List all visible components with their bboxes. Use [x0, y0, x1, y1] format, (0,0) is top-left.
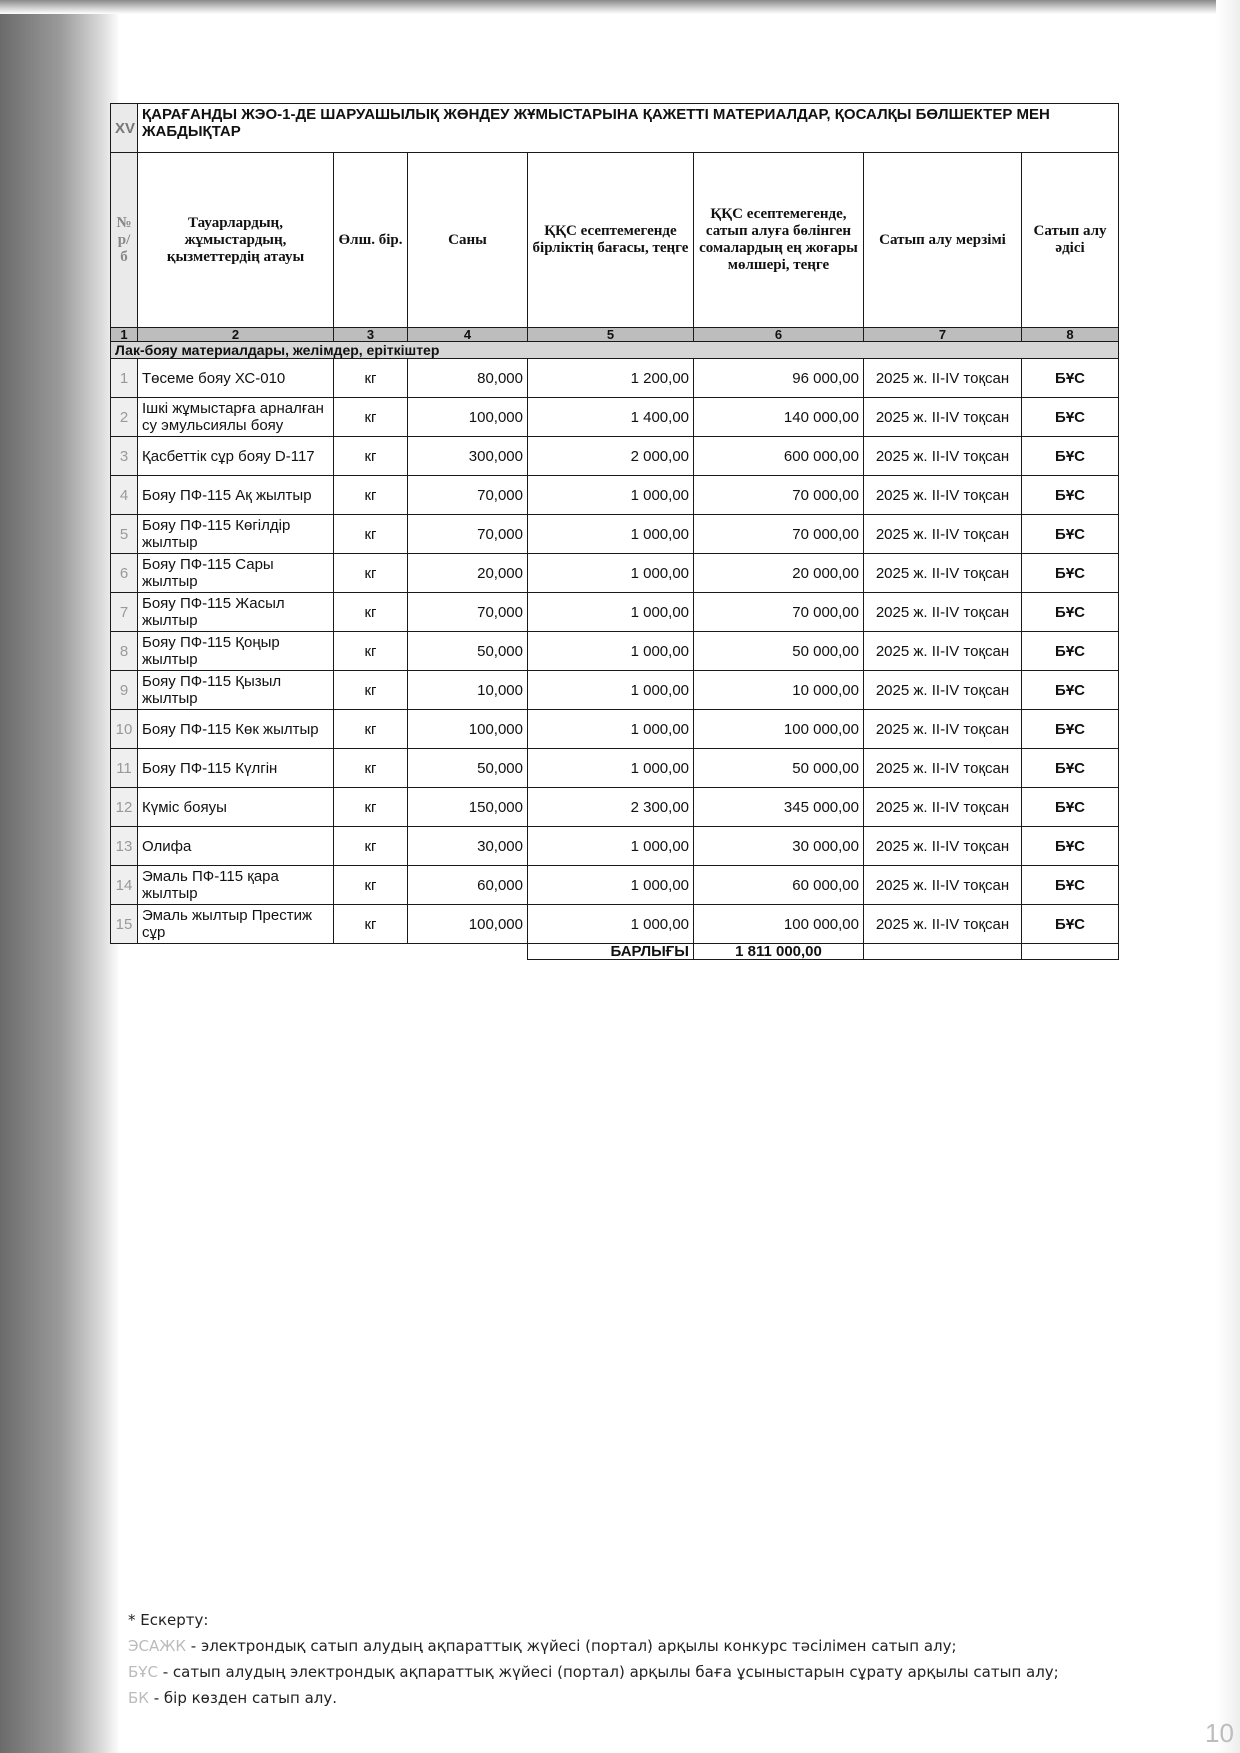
header-method: Сатып алу әдісі — [1022, 153, 1119, 328]
table-row — [111, 788, 1119, 827]
item-term: 2025 ж. II-IV тоқсан — [864, 359, 1022, 398]
item-name: Бояу ПФ-115 Сары жылтыр — [138, 554, 334, 593]
item-name: Бояу ПФ-115 Көк жылтыр — [138, 710, 334, 749]
page-number: 10 — [1205, 1718, 1234, 1748]
item-unit: кг — [334, 710, 408, 749]
scan-shadow-right — [1216, 0, 1240, 1753]
item-unit: кг — [334, 632, 408, 671]
table-row — [111, 476, 1119, 515]
item-unit: кг — [334, 476, 408, 515]
item-name: Бояу ПФ-115 Күлгін — [138, 749, 334, 788]
item-method: БҰС — [1022, 476, 1119, 515]
row-number: 7 — [111, 593, 138, 632]
item-unit: кг — [334, 437, 408, 476]
table-row — [111, 632, 1119, 671]
item-term: 2025 ж. II-IV тоқсан — [864, 593, 1022, 632]
row-number: 10 — [111, 710, 138, 749]
column-number: 8 — [1022, 328, 1119, 342]
header-price: ҚҚС есептемегенде бірліктің бағасы, теңге — [528, 153, 694, 328]
table-row — [111, 515, 1119, 554]
item-method: БҰС — [1022, 437, 1119, 476]
procurement-table — [110, 103, 1119, 960]
scan-shadow-left — [0, 0, 118, 1753]
item-max-sum: 100 000,00 — [694, 905, 864, 944]
item-quantity: 100,000 — [408, 905, 528, 944]
footnote-abbr: ЭСАЖК — [128, 1637, 187, 1655]
column-number: 7 — [864, 328, 1022, 342]
table-body — [111, 359, 1119, 944]
item-unit: кг — [334, 788, 408, 827]
item-name: Қасбеттік сұр бояу D-117 — [138, 437, 334, 476]
item-method: БҰС — [1022, 905, 1119, 944]
item-term: 2025 ж. II-IV тоқсан — [864, 866, 1022, 905]
footnote-line-bk — [128, 1685, 1128, 1711]
item-quantity: 70,000 — [408, 515, 528, 554]
total-row — [111, 944, 1119, 960]
item-term: 2025 ж. II-IV тоқсан — [864, 827, 1022, 866]
item-quantity: 150,000 — [408, 788, 528, 827]
item-term: 2025 ж. II-IV тоқсан — [864, 515, 1022, 554]
footnote-line-esazhk — [128, 1633, 1128, 1659]
header-sum: ҚҚС есептемегенде, сатып алуға бөлінген сомалардың ең жоғары мөлшері, теңге — [694, 153, 864, 328]
item-unit-price: 1 400,00 — [528, 398, 694, 437]
item-name: Эмаль жылтыр Престиж сұр — [138, 905, 334, 944]
row-number: 6 — [111, 554, 138, 593]
item-quantity: 70,000 — [408, 476, 528, 515]
item-unit: кг — [334, 398, 408, 437]
item-term: 2025 ж. II-IV тоқсан — [864, 788, 1022, 827]
footnote-text: - сатып алудың электрондық ақпараттық жүйесі (портал) арқылы баға ұсыныстарын сұрату арқылы сатып алу; — [157, 1663, 1059, 1681]
row-number: 11 — [111, 749, 138, 788]
item-quantity: 50,000 — [408, 749, 528, 788]
item-unit-price: 1 000,00 — [528, 515, 694, 554]
item-unit: кг — [334, 593, 408, 632]
footnote — [128, 1607, 1128, 1711]
table-row — [111, 749, 1119, 788]
footnote-abbr: БК — [128, 1689, 149, 1707]
item-term: 2025 ж. II-IV тоқсан — [864, 476, 1022, 515]
footnote-heading: * Ескерту: — [128, 1611, 209, 1629]
item-name: Бояу ПФ-115 Қызыл жылтыр — [138, 671, 334, 710]
item-method: БҰС — [1022, 866, 1119, 905]
item-method: БҰС — [1022, 398, 1119, 437]
item-method: БҰС — [1022, 632, 1119, 671]
total-method-empty — [1022, 944, 1119, 960]
footnote-text: - бір көзден сатып алу. — [148, 1689, 338, 1707]
item-method: БҰС — [1022, 710, 1119, 749]
row-number: 4 — [111, 476, 138, 515]
row-number: 12 — [111, 788, 138, 827]
item-name: Бояу ПФ-115 Ақ жылтыр — [138, 476, 334, 515]
category-label: Лак-бояу материалдары, желімдер, еріткіштер — [111, 342, 1119, 359]
item-max-sum: 60 000,00 — [694, 866, 864, 905]
table-row — [111, 866, 1119, 905]
footnote-line-bus — [128, 1659, 1128, 1685]
header-qty: Саны — [408, 153, 528, 328]
item-method: БҰС — [1022, 593, 1119, 632]
item-max-sum: 70 000,00 — [694, 593, 864, 632]
section-number: XV — [111, 104, 138, 153]
item-unit-price: 1 200,00 — [528, 359, 694, 398]
item-name: Олифа — [138, 827, 334, 866]
item-term: 2025 ж. II-IV тоқсан — [864, 749, 1022, 788]
item-unit: кг — [334, 515, 408, 554]
item-name: Бояу ПФ-115 Қоңыр жылтыр — [138, 632, 334, 671]
total-spacer — [111, 944, 528, 960]
item-quantity: 70,000 — [408, 593, 528, 632]
total-value: 1 811 000,00 — [694, 944, 864, 960]
item-quantity: 100,000 — [408, 398, 528, 437]
item-method: БҰС — [1022, 515, 1119, 554]
item-max-sum: 30 000,00 — [694, 827, 864, 866]
item-quantity: 10,000 — [408, 671, 528, 710]
item-unit-price: 1 000,00 — [528, 827, 694, 866]
table-row — [111, 671, 1119, 710]
item-unit: кг — [334, 671, 408, 710]
total-term-empty — [864, 944, 1022, 960]
item-max-sum: 70 000,00 — [694, 476, 864, 515]
table-row — [111, 593, 1119, 632]
header-unit: Өлш. бір. — [334, 153, 408, 328]
item-name: Бояу ПФ-115 Жасыл жылтыр — [138, 593, 334, 632]
table-row — [111, 905, 1119, 944]
scan-shadow-top — [0, 0, 1240, 14]
item-max-sum: 100 000,00 — [694, 710, 864, 749]
table-row — [111, 554, 1119, 593]
table-row — [111, 827, 1119, 866]
item-unit-price: 1 000,00 — [528, 593, 694, 632]
item-name: Ішкі жұмыстарға арналған су эмульсиялы бояу — [138, 398, 334, 437]
item-quantity: 20,000 — [408, 554, 528, 593]
item-max-sum: 140 000,00 — [694, 398, 864, 437]
item-quantity: 50,000 — [408, 632, 528, 671]
column-number: 2 — [138, 328, 334, 342]
item-term: 2025 ж. II-IV тоқсан — [864, 632, 1022, 671]
item-unit-price: 1 000,00 — [528, 749, 694, 788]
item-unit: кг — [334, 554, 408, 593]
item-max-sum: 345 000,00 — [694, 788, 864, 827]
item-unit-price: 2 300,00 — [528, 788, 694, 827]
column-number: 4 — [408, 328, 528, 342]
table-row — [111, 710, 1119, 749]
item-max-sum: 20 000,00 — [694, 554, 864, 593]
item-max-sum: 50 000,00 — [694, 749, 864, 788]
footnote-abbr: БҰС — [128, 1663, 158, 1681]
item-unit-price: 1 000,00 — [528, 476, 694, 515]
row-number: 14 — [111, 866, 138, 905]
item-term: 2025 ж. II-IV тоқсан — [864, 671, 1022, 710]
row-number: 13 — [111, 827, 138, 866]
item-max-sum: 600 000,00 — [694, 437, 864, 476]
item-unit-price: 1 000,00 — [528, 905, 694, 944]
item-unit-price: 1 000,00 — [528, 632, 694, 671]
item-unit: кг — [334, 827, 408, 866]
item-unit-price: 2 000,00 — [528, 437, 694, 476]
item-unit-price: 1 000,00 — [528, 554, 694, 593]
item-unit: кг — [334, 905, 408, 944]
column-number: 1 — [111, 328, 138, 342]
item-method: БҰС — [1022, 554, 1119, 593]
row-number: 3 — [111, 437, 138, 476]
row-number: 9 — [111, 671, 138, 710]
item-max-sum: 96 000,00 — [694, 359, 864, 398]
item-max-sum: 50 000,00 — [694, 632, 864, 671]
total-label: БАРЛЫҒЫ — [528, 944, 694, 960]
item-unit: кг — [334, 359, 408, 398]
item-method: БҰС — [1022, 749, 1119, 788]
item-name: Күміс бояуы — [138, 788, 334, 827]
column-number: 3 — [334, 328, 408, 342]
column-number: 6 — [694, 328, 864, 342]
table-row — [111, 437, 1119, 476]
row-number: 2 — [111, 398, 138, 437]
item-max-sum: 10 000,00 — [694, 671, 864, 710]
item-unit: кг — [334, 866, 408, 905]
row-number: 8 — [111, 632, 138, 671]
item-term: 2025 ж. II-IV тоқсан — [864, 437, 1022, 476]
table-row — [111, 359, 1119, 398]
item-unit: кг — [334, 749, 408, 788]
footnote-text: - электрондық сатып алудың ақпараттық жүйесі (портал) арқылы конкурс тәсілімен сатып алу; — [186, 1637, 957, 1655]
column-number: 5 — [528, 328, 694, 342]
item-name: Эмаль ПФ-115 қара жылтыр — [138, 866, 334, 905]
item-term: 2025 ж. II-IV тоқсан — [864, 710, 1022, 749]
item-unit-price: 1 000,00 — [528, 671, 694, 710]
item-max-sum: 70 000,00 — [694, 515, 864, 554]
category-row — [111, 342, 1119, 359]
item-unit-price: 1 000,00 — [528, 710, 694, 749]
item-quantity: 100,000 — [408, 710, 528, 749]
item-method: БҰС — [1022, 788, 1119, 827]
header-name: Тауарлардың, жұмыстардың, қызметтердің атауы — [138, 153, 334, 328]
item-name: Бояу ПФ-115 Көгілдір жылтыр — [138, 515, 334, 554]
item-method: БҰС — [1022, 359, 1119, 398]
item-term: 2025 ж. II-IV тоқсан — [864, 905, 1022, 944]
item-method: БҰС — [1022, 671, 1119, 710]
item-term: 2025 ж. II-IV тоқсан — [864, 554, 1022, 593]
header-no: № р/б — [111, 153, 138, 328]
item-method: БҰС — [1022, 827, 1119, 866]
section-title: ҚАРАҒАНДЫ ЖЭО-1-ДЕ ШАРУАШЫЛЫҚ ЖӨНДЕУ ЖҰМЫСТАРЫНА ҚАЖЕТТІ МАТЕРИАЛДАР, ҚОСАЛҚЫ БӨЛШЕКТЕР МЕН ЖАБДЫҚТАР — [138, 104, 1119, 153]
column-number-row — [111, 328, 1119, 342]
item-quantity: 30,000 — [408, 827, 528, 866]
row-number: 15 — [111, 905, 138, 944]
item-name: Төсеме бояу ХС-010 — [138, 359, 334, 398]
item-quantity: 60,000 — [408, 866, 528, 905]
table-row — [111, 398, 1119, 437]
item-quantity: 80,000 — [408, 359, 528, 398]
header-term: Сатып алу мерзімі — [864, 153, 1022, 328]
item-quantity: 300,000 — [408, 437, 528, 476]
item-term: 2025 ж. II-IV тоқсан — [864, 398, 1022, 437]
row-number: 1 — [111, 359, 138, 398]
row-number: 5 — [111, 515, 138, 554]
item-unit-price: 1 000,00 — [528, 866, 694, 905]
